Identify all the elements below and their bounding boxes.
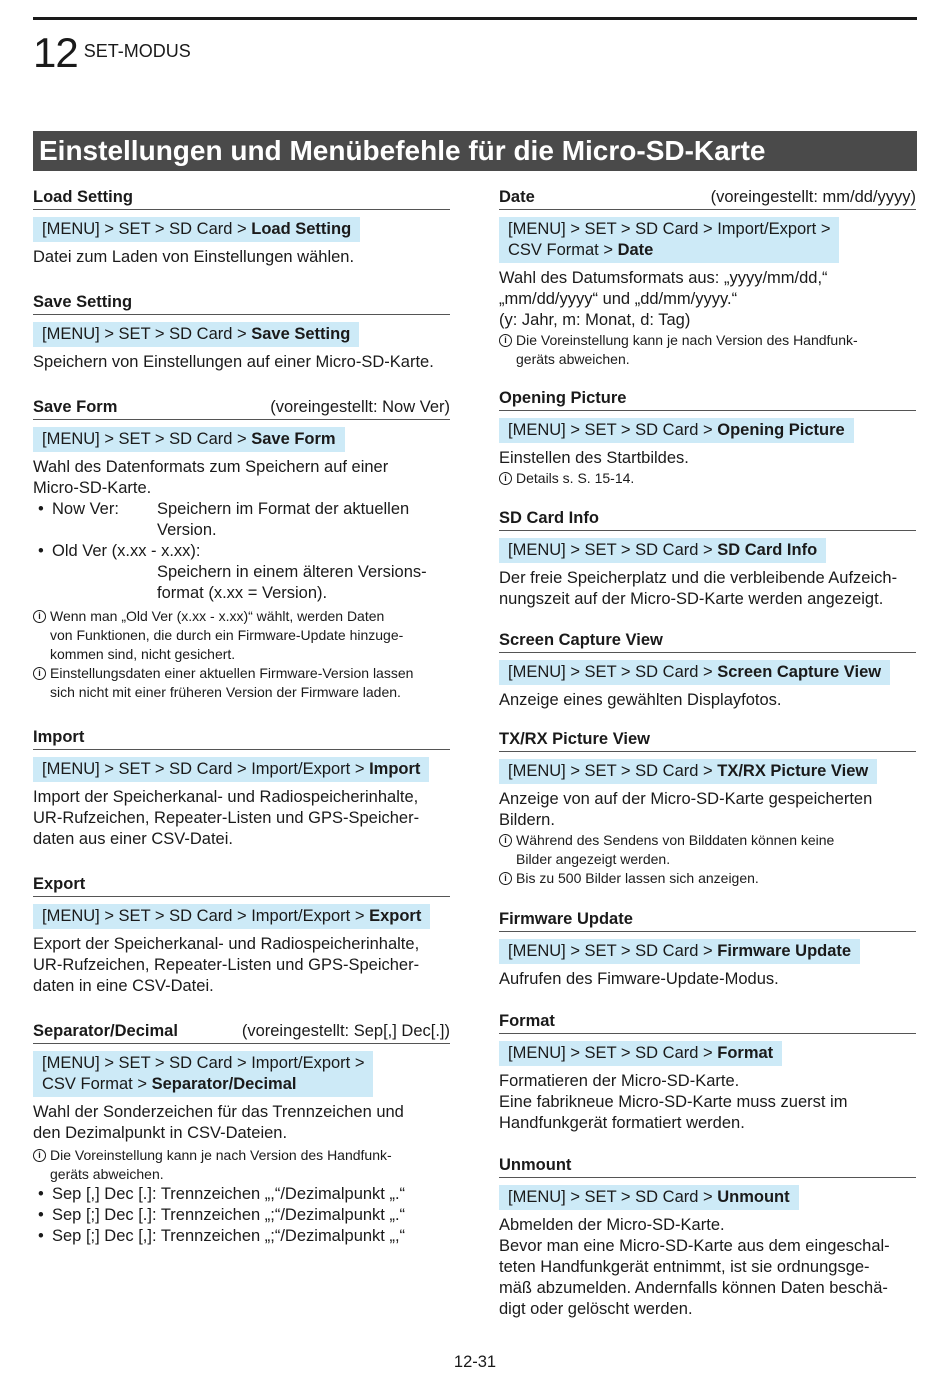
text-line: digt oder gelöscht werden. [499, 1300, 693, 1318]
section-heading [33, 398, 450, 420]
note-line: Wenn man „Old Ver (x.xx - x.xx)“ wählt, werden Daten [50, 608, 385, 624]
description: Aufrufen des Fimware-Update-Modus. [499, 970, 779, 988]
info-icon: i [33, 610, 46, 623]
note-line: Details s. S. 15-14. [516, 470, 635, 486]
option-desc: Speichern in einem älteren Versions- [157, 563, 427, 581]
text-line: Formatieren der Micro-SD-Karte. [499, 1072, 740, 1090]
menu-path-prefix: [MENU] > SET > SD Card > Import/Export > [42, 760, 370, 778]
section-banner: Einstellungen und Menübefehle für die Micro-SD-Karte [33, 131, 917, 171]
menu-path-prefix: [MENU] > SET > SD Card > [508, 1188, 718, 1206]
section-title: Unmount [499, 1156, 572, 1174]
menu-path-prefix: CSV Format > [508, 241, 618, 259]
note-line: Bilder angezeigt werden. [516, 851, 671, 867]
list-item: • Sep [,] Dec [.]: Trennzeichen „,“/Dezimalpunkt „.“ [33, 1184, 450, 1205]
section-heading [33, 293, 450, 315]
right-column [499, 188, 916, 1320]
menu-path-prefix: [MENU] > SET > SD Card > [508, 1044, 718, 1062]
menu-path-item: Unmount [717, 1188, 790, 1206]
note-line: Die Voreinstellung kann je nach Version des Handfunk- [50, 1147, 392, 1163]
text-line: Abmelden der Micro-SD-Karte. [499, 1216, 725, 1234]
default-value: (voreingestellt: Now Ver) [270, 398, 450, 416]
section-save-setting [33, 293, 450, 373]
menu-path [499, 759, 877, 784]
menu-path-item: SD Card Info [717, 541, 818, 559]
section-separator-decimal [33, 1022, 450, 1247]
section-title: Export [33, 875, 86, 893]
menu-path-prefix: [MENU] > SET > SD Card > [508, 762, 718, 780]
menu-path-line: [MENU] > SET > SD Card > Import/Export > [42, 1054, 365, 1072]
section-heading [499, 730, 916, 752]
text-line: daten in eine CSV-Datei. [33, 977, 214, 995]
menu-path-prefix: [MENU] > SET > SD Card > [508, 663, 718, 681]
section-heading [499, 1156, 916, 1178]
default-value: (voreingestellt: mm/dd/yyyy) [710, 188, 916, 206]
section-opening-picture [499, 389, 916, 488]
text-line: „mm/dd/yyyy“ und „dd/mm/yyyy.“ [499, 290, 738, 308]
section-title: Format [499, 1012, 555, 1030]
menu-path [33, 217, 360, 242]
text-line: Micro-SD-Karte. [33, 479, 152, 497]
menu-path-item: Date [617, 241, 654, 259]
menu-path [499, 538, 826, 563]
text-line: Der freie Speicherplatz und die verbleibende Aufzeich- [499, 569, 898, 587]
list-item [33, 499, 450, 520]
description: Speichern von Einstellungen auf einer Micro-SD-Karte. [33, 353, 434, 371]
section-heading [499, 910, 916, 932]
section-date [499, 188, 916, 369]
section-title: Import [33, 728, 85, 746]
menu-path [499, 217, 839, 263]
page-number: 12-31 [453, 1353, 497, 1371]
menu-path [499, 1041, 782, 1066]
menu-path-line: [MENU] > SET > SD Card > Import/Export > [508, 220, 831, 238]
section-title: TX/RX Picture View [499, 730, 650, 748]
menu-path [33, 322, 359, 347]
info-icon: i [499, 834, 512, 847]
note-line: geräts abweichen. [516, 351, 630, 367]
menu-path [499, 660, 890, 685]
section-title: Save Form [33, 398, 118, 416]
menu-path-prefix: [MENU] > SET > SD Card > [42, 430, 252, 448]
section-title: Separator/Decimal [33, 1022, 178, 1040]
description [499, 568, 916, 610]
menu-path [499, 418, 854, 443]
section-save-form [33, 398, 450, 702]
section-title: SD Card Info [499, 509, 599, 527]
section-title: Load Setting [33, 188, 133, 206]
section-title: Screen Capture View [499, 631, 663, 649]
menu-path-item: Save Setting [251, 325, 351, 343]
section-heading [499, 631, 916, 653]
menu-path [33, 1051, 373, 1097]
text-line: UR-Rufzeichen, Repeater-Listen und GPS-Speicher- [33, 809, 420, 827]
note [33, 1146, 450, 1184]
section-firmware-update [499, 910, 916, 990]
section-title: Firmware Update [499, 910, 633, 928]
menu-path [499, 939, 860, 964]
info-icon: i [499, 472, 512, 485]
section-unmount [499, 1156, 916, 1320]
note [33, 607, 450, 664]
note-line: Während des Sendens von Bilddaten können keine [516, 832, 835, 848]
note-line: sich nicht mit einer früheren Version der Firmware laden. [50, 684, 401, 700]
option-key: Old Ver (x.xx - x.xx): [52, 542, 201, 560]
description [33, 787, 450, 850]
section-heading [33, 875, 450, 897]
chapter-title: SET-MODUS [83, 41, 191, 61]
list-item: • Sep [;] Dec [,]: Trennzeichen „;“/Dezimalpunkt „,“ [33, 1226, 450, 1247]
left-column [33, 188, 450, 1247]
list-item [33, 541, 450, 562]
menu-path-prefix: [MENU] > SET > SD Card > [508, 942, 718, 960]
info-icon: i [499, 334, 512, 347]
section-heading [499, 1012, 916, 1034]
menu-path-prefix: [MENU] > SET > SD Card > [42, 220, 252, 238]
section-export [33, 875, 450, 997]
menu-path-item: Opening Picture [717, 421, 845, 439]
list-item: • Sep [;] Dec [.]: Trennzeichen „;“/Dezimalpunkt „.“ [33, 1205, 450, 1226]
menu-path-item: Import [369, 760, 421, 778]
description [499, 268, 916, 331]
default-value: (voreingestellt: Sep[,] Dec[.]) [241, 1022, 450, 1040]
note-line: Bis zu 500 Bilder lassen sich anzeigen. [516, 870, 759, 886]
text-line: Eine fabrikneue Micro-SD-Karte muss zuerst im [499, 1093, 848, 1111]
text-line: Wahl des Datumsformats aus: „yyyy/mm/dd,“ [499, 269, 828, 287]
text-line: den Dezimalpunkt in CSV-Dateien. [33, 1124, 288, 1142]
section-screen-capture-view [499, 631, 916, 711]
description: Anzeige eines gewählten Displayfotos. [499, 691, 782, 709]
note-line: Einstellungsdaten einer aktuellen Firmware-Version lassen [50, 665, 414, 681]
option-desc-cont: Version. [157, 521, 217, 539]
menu-path [499, 1185, 799, 1210]
note [499, 331, 916, 369]
text-line: Wahl des Datenformats zum Speichern auf einer [33, 458, 389, 476]
text-line: mäß abzumelden. Andernfalls können Daten beschä- [499, 1279, 888, 1297]
chapter-header [33, 29, 191, 76]
section-format [499, 1012, 916, 1134]
section-heading [33, 1022, 450, 1044]
description [33, 457, 450, 499]
menu-path [33, 757, 429, 782]
description [499, 1071, 916, 1134]
text-line: daten aus einer CSV-Datei. [33, 830, 233, 848]
section-import [33, 728, 450, 850]
text-line: (y: Jahr, m: Monat, d: Tag) [499, 311, 691, 329]
info-icon: i [499, 872, 512, 885]
menu-path-prefix: [MENU] > SET > SD Card > [508, 421, 718, 439]
description [33, 1102, 450, 1144]
note [499, 831, 916, 869]
description: Datei zum Laden von Einstellungen wählen. [33, 248, 355, 266]
menu-path [33, 904, 430, 929]
description [499, 1215, 916, 1320]
section-heading [33, 728, 450, 750]
section-title: Save Setting [33, 293, 133, 311]
section-title: Opening Picture [499, 389, 627, 407]
text-line: Import der Speicherkanal- und Radiospeicherinhalte, [33, 788, 419, 806]
section-heading [499, 509, 916, 531]
menu-path-item: Screen Capture View [717, 663, 882, 681]
description [499, 789, 916, 831]
note-line: Die Voreinstellung kann je nach Version des Handfunk- [516, 332, 858, 348]
note-line: von Funktionen, die durch ein Firmware-Update hinzuge- [50, 627, 404, 643]
section-sd-card-info [499, 509, 916, 610]
section-txrx-picture-view [499, 730, 916, 888]
info-icon: i [33, 667, 46, 680]
menu-path-item: Export [369, 907, 422, 925]
text-line: Export der Speicherkanal- und Radiospeicherinhalte, [33, 935, 420, 953]
text-line: Handfunkgerät formatiert werden. [499, 1114, 745, 1132]
menu-path-prefix: [MENU] > SET > SD Card > [508, 541, 718, 559]
menu-path-item: Save Form [251, 430, 336, 448]
note-line: kommen sind, nicht gesichert. [50, 646, 236, 662]
note [499, 469, 916, 488]
option-key: • Now Ver: [52, 500, 119, 518]
note [33, 664, 450, 702]
menu-path-prefix: [MENU] > SET > SD Card > [42, 325, 252, 343]
info-icon: i [33, 1149, 46, 1162]
text-line: Bildern. [499, 811, 555, 829]
description [33, 934, 450, 997]
text-line: Anzeige von auf der Micro-SD-Karte gespeicherten [499, 790, 873, 808]
menu-path-prefix: CSV Format > [42, 1075, 152, 1093]
menu-path-item: Format [717, 1044, 774, 1062]
menu-path-item: Separator/Decimal [151, 1075, 297, 1093]
menu-path-item: Load Setting [251, 220, 352, 238]
text-line: teten Handfunkgerät entnimmt, ist sie ordnungsge- [499, 1258, 870, 1276]
menu-path-item: TX/RX Picture View [717, 762, 869, 780]
section-heading [33, 188, 450, 210]
section-title: Date [499, 188, 535, 206]
menu-path [33, 427, 345, 452]
section-load-setting [33, 188, 450, 268]
note-line: geräts abweichen. [50, 1166, 164, 1182]
section-heading [499, 188, 916, 210]
note [499, 869, 916, 888]
text-line: UR-Rufzeichen, Repeater-Listen und GPS-Speicher- [33, 956, 420, 974]
section-heading [499, 389, 916, 411]
text-line: nungszeit auf der Micro-SD-Karte werden angezeigt. [499, 590, 884, 608]
option-desc: Speichern im Format der aktuellen [157, 500, 410, 518]
menu-path-prefix: [MENU] > SET > SD Card > Import/Export > [42, 907, 370, 925]
description: Einstellen des Startbildes. [499, 449, 689, 467]
top-rule [33, 17, 917, 20]
option-desc-cont: format (x.xx = Version). [157, 584, 328, 602]
text-line: Bevor man eine Micro-SD-Karte aus dem eingeschal- [499, 1237, 890, 1255]
chapter-number: 12 [33, 29, 78, 76]
menu-path-item: Firmware Update [717, 942, 852, 960]
text-line: Wahl der Sonderzeichen für das Trennzeichen und [33, 1103, 404, 1121]
